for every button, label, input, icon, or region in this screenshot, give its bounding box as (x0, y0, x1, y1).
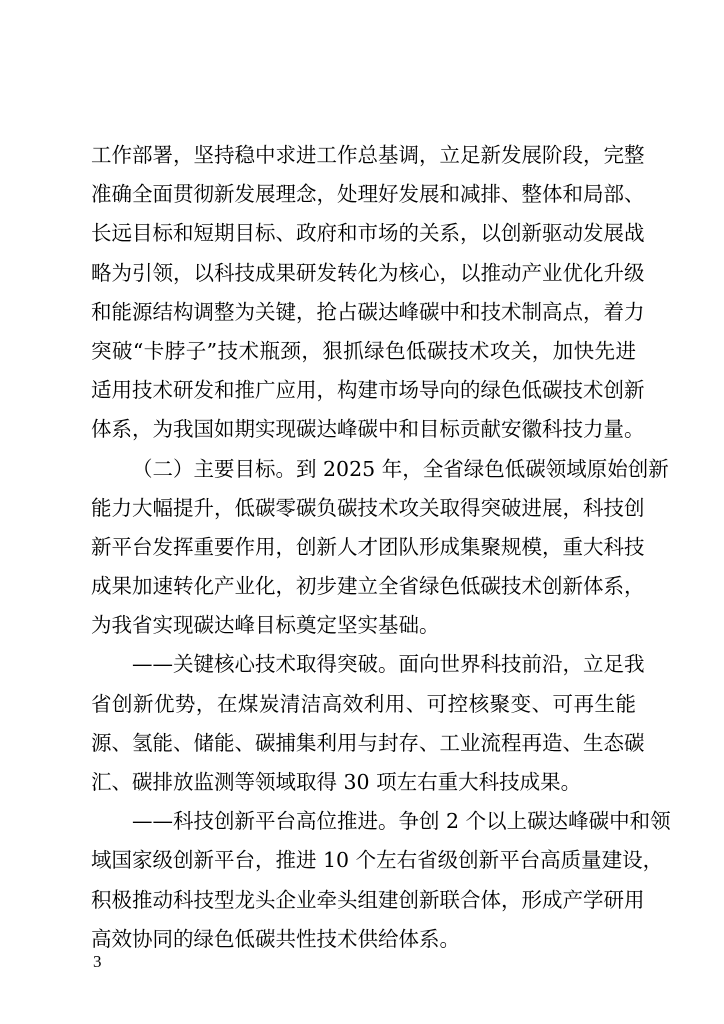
text-line: 长远目标和短期目标、政府和市场的关系，以创新驱动发展战 (91, 221, 645, 246)
text-line: 适用技术研发和推广应用，构建市场导向的绿色低碳技术创新 (91, 378, 645, 403)
body-text (91, 136, 671, 959)
subheading-line: ——关键核心技术取得突破。面向世界科技前沿，立足我 (132, 652, 645, 677)
text-line: 略为引领，以科技成果研发转化为核心，以推动产业优化升级 (91, 260, 645, 285)
text-line: 源、氢能、储能、碳捕集利用与封存、工业流程再造、生态碳 (91, 730, 645, 755)
text-line: 省创新优势，在煤炭清洁高效利用、可控核聚变、可再生能 (91, 691, 636, 716)
text-line: 为我省实现碳达峰目标奠定坚实基础。 (91, 613, 440, 638)
text-line: 高效协同的绿色低碳共性技术供给体系。 (91, 926, 460, 951)
text-line: 工作部署，坚持稳中求进工作总基调，立足新发展阶段，完整 (91, 143, 645, 167)
section-heading-line: （二）主要目标。到 2025 年，全省绿色低碳领域原始创新 (132, 456, 669, 481)
page-number: 3 (93, 952, 102, 971)
text-line: 准确全面贯彻新发展理念，处理好发展和减排、整体和局部、 (91, 182, 645, 207)
text-line: 积极推动科技型龙头企业牵头组建创新联合体，形成产学研用 (91, 887, 645, 912)
text-line: 突破“卡脖子”技术瓶颈，狠抓绿色低碳技术攻关，加快先进 (91, 338, 636, 363)
text-line: 和能源结构调整为关键，抢占碳达峰碳中和技术制高点，着力 (91, 299, 645, 324)
text-line: 能力大幅提升，低碳零碳负碳技术攻关取得突破进展，科技创 (91, 495, 645, 520)
text-line: 成果加速转化产业化，初步建立全省绿色低碳技术创新体系， (91, 574, 645, 599)
text-line: 新平台发挥重要作用，创新人才团队形成集聚规模，重大科技 (91, 534, 645, 559)
text-line: 域国家级创新平台，推进 10 个左右省级创新平台高质量建设， (91, 848, 664, 873)
text-line: 汇、碳排放监测等领域取得 30 项左右重大科技成果。 (91, 770, 582, 794)
text-line: 体系，为我国如期实现碳达峰碳中和目标贡献安徽科技力量。 (91, 417, 645, 442)
subheading-line: ——科技创新平台高位推进。争创 2 个以上碳达峰碳中和领 (132, 809, 671, 834)
